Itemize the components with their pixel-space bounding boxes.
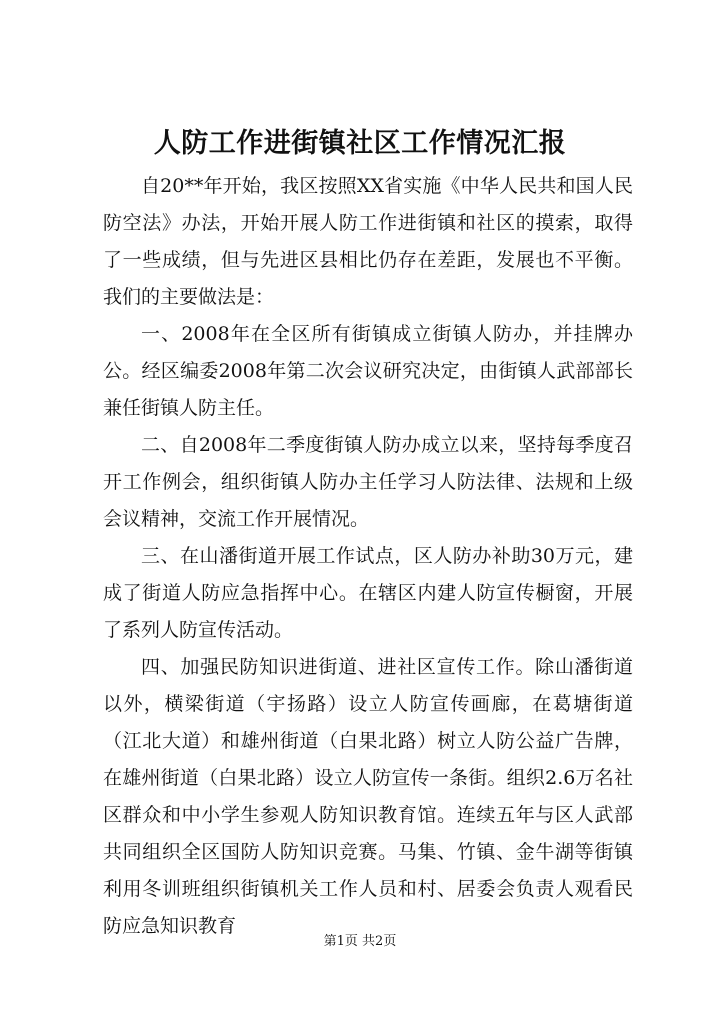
paragraph-intro: 自20**年开始，我区按照XX省实施《中华人民共和国人民防空法》办法，开始开展人防工作进街镇和社区的摸索，取得了一些成绩，但与先进区县相比仍存在差距，发展也不平衡。我们的主要做法是： [103,175,633,308]
document-body [103,168,633,945]
page-footer: 第1页 共2页 [323,934,397,949]
paragraph-item-1: 一、2008年在全区所有街镇成立街镇人防办，并挂牌办公。经区编委2008年第二次会议研究决定，由街镇人武部部长兼任街镇人防主任。 [103,323,633,419]
paragraph-item-3: 三、在山潘街道开展工作试点，区人防办补助30万元，建成了街道人防应急指挥中心。在辖区内建人防宣传橱窗，开展了系列人防宣传活动。 [103,545,633,641]
paragraph-item-2: 二、自2008年二季度街镇人防办成立以来，坚持每季度召开工作例会，组织街镇人防办主任学习人防法律、法规和上级会议精神，交流工作开展情况。 [103,434,633,530]
paragraph-item-4: 四、加强民防知识进街道、进社区宣传工作。除山潘街道以外，横梁街道（宇扬路）设立人防宣传画廊，在葛塘街道（江北大道）和雄州街道（白果北路）树立人防公益广告牌，在雄州街道（白果北路）设立人防宣传一条街。组织2.6万名社区群众和中小学生参观人防知识教育馆。连续五年与区人武部共同组织全区国防人防知识竞赛。马集、竹镇、金牛湖等街镇利用冬训班组织街镇机关工作人员和村、居委会负责人观看民防应急知识教育 [103,656,633,937]
document-title: 人防工作进街镇社区工作情况汇报 [153,128,567,159]
